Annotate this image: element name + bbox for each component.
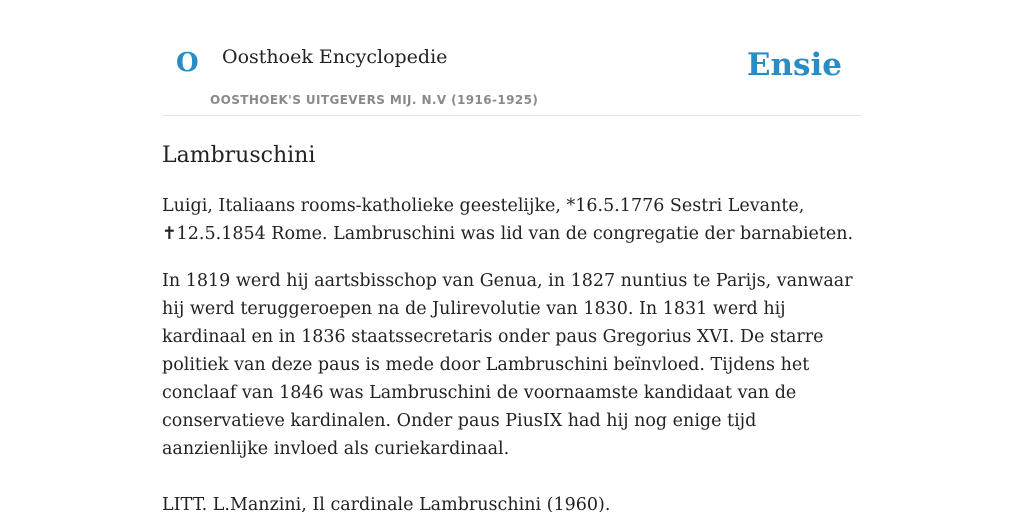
brand-logo[interactable]: Ensie bbox=[746, 47, 842, 83]
site-header bbox=[162, 0, 862, 116]
article-literature: LITT. L.Manzini, Il cardinale Lambruschini (1960). bbox=[162, 495, 611, 512]
site-logo[interactable]: O bbox=[176, 48, 199, 78]
page bbox=[162, 0, 862, 512]
article-title: Lambruschini bbox=[162, 143, 316, 168]
site-title[interactable]: Oosthoek Encyclopedie bbox=[222, 46, 448, 68]
article-paragraph-intro: Luigi, Italiaans rooms-katholieke geestelijke, *16.5.1776 Sestri Levante, ✝12.5.1854 Rome. Lambruschini was lid van de congregatie der barnabieten. bbox=[162, 196, 854, 244]
article-paragraph-body: In 1819 werd hij aartsbisschop van Genua, in 1827 nuntius te Parijs, vanwaar hij werd teruggeroepen na de Julirevolutie van 1830. In 1831 werd hij kardinaal en in 1836 staatssecretaris onder paus Gregorius XVI. De starre politiek van deze paus is mede door Lambruschini beïnvloed. Tijdens het conclaaf van 1846 was Lambruschini de voornaamste kandidaat van de conservatieve kardinalen. Onder paus PiusIX had hij nog enige tijd aanzienlijke invloed als curiekardinaal. bbox=[162, 271, 853, 459]
site-subtitle: OOSTHOEK'S UITGEVERS MIJ. N.V (1916-1925) bbox=[210, 93, 539, 107]
